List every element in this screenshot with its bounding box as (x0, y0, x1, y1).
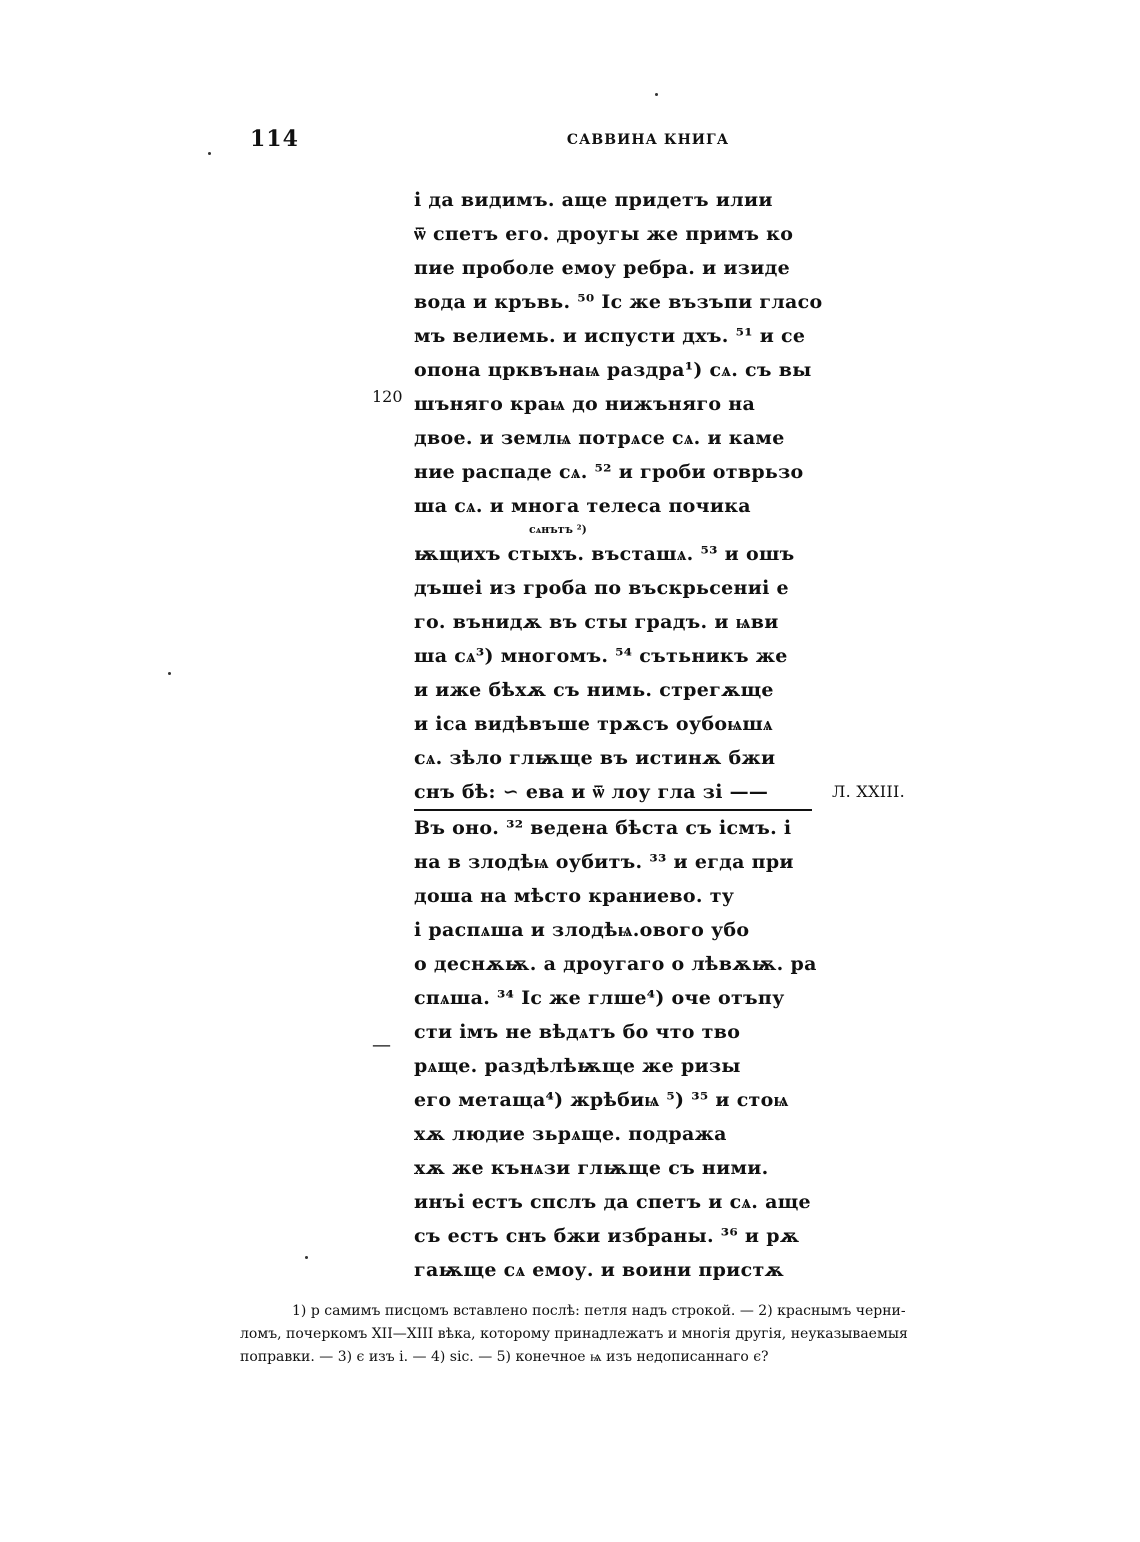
rubric-text: снъ бѣ: ∽ ева и ѿ лоу гла зі —— (414, 781, 769, 803)
text-line: доша на мѣсто краниево. ту (414, 885, 735, 907)
text-line: и иже бѣхѫ съ нимь. стрегѫще (414, 679, 774, 701)
text-line: і распѧша и злодѣѩ.ового убо (414, 919, 750, 941)
text-line: съ естъ снъ бжи избраны. ³⁶ и рѫ (414, 1225, 800, 1247)
text-line: сти імъ не вѣдѧтъ бо что тво (414, 1021, 741, 1043)
text-line: пие проболе емоу ребра. и изиде (414, 257, 790, 279)
running-title-text: САВВИНА КНИГА (566, 132, 730, 148)
text-line: го. вънидѫ въ сты градъ. и ѩви (414, 611, 779, 633)
text-line: и іса видѣвъше трѫсъ оубоѩшѧ (414, 713, 773, 735)
paper-speck (655, 93, 658, 96)
text-line: мъ велиемь. и испусти дхъ. ⁵¹ и се (414, 325, 806, 347)
text-line: хѫ же кънѧзи глѭще съ ними. (414, 1157, 769, 1179)
main-text-block (414, 183, 906, 1287)
footnotes (240, 1300, 1040, 1369)
text-line: гаѭще сѧ емоу. и воини пристѫ (414, 1259, 785, 1281)
text-line: рѧще. раздѣлѣѭще же ризы (414, 1055, 741, 1077)
text-line: і да видимъ. аще придетъ илии (414, 189, 773, 211)
rubric-line (414, 775, 906, 811)
text-line: опона црквънаѩ раздра¹) сѧ. съ вы (414, 359, 812, 381)
text-line: сѧ. зѣло глѭще въ истинѫ бжи (414, 747, 776, 769)
text-line: ѭщихъ стыхъ. въсташѧ. ⁵³ и ошъ (414, 543, 795, 565)
text-line: шъняго краѩ до нижъняго на (414, 393, 756, 415)
page-number: 114 (250, 126, 299, 152)
text-line: на в злодѣѩ оубитъ. ³³ и егда при (414, 851, 794, 873)
text-line: хѫ людие зьрѧще. подража (414, 1123, 727, 1145)
lectio-reference: Л. XXIII. (832, 782, 906, 801)
running-title (0, 132, 1140, 148)
footnote-line: ломъ, почеркомъ XII—XIII вѣка, которому принадлежатъ и многія другія, неуказываемыя (240, 1326, 908, 1342)
margin-dash: — (372, 1034, 391, 1056)
text-line: вода и кръвь. ⁵⁰ Іс же възъпи гласо (414, 291, 823, 313)
text-line: дъшеі из гроба по въскрьсениі е (414, 577, 789, 599)
text-line: спѧша. ³⁴ Іс же глше⁴) оче отъпу (414, 987, 785, 1009)
text-line: ша сѧ³) многомъ. ⁵⁴ сътьникъ же (414, 645, 788, 667)
text-line: его метаща⁴) жрѣбиѩ ⁵) ³⁵ и стоѩ (414, 1089, 789, 1111)
paper-speck (168, 672, 171, 675)
text-line: Въ оно. ³² ведена бѣста съ ісмъ. і (414, 817, 792, 839)
margin-line-number: 120 (372, 387, 403, 406)
footnote-line: поправки. — 3) є изъ і. — 4) sic. — 5) конечное ѩ изъ недописаннаго є? (240, 1349, 769, 1365)
text-line: инъі естъ спслъ да спетъ и сѧ. аще (414, 1191, 811, 1213)
paper-speck (305, 1256, 308, 1259)
text-line: ѿ спетъ его. дроугы же примъ ко (414, 223, 794, 245)
footnote-line: 1) р самимъ писцомъ вставлено послѣ: петля надъ строкой. — 2) краснымъ черни- (292, 1303, 906, 1319)
paper-speck (208, 152, 211, 155)
interlinear-note: сѧнътъ ²) (529, 523, 587, 536)
text-line: о деснѫѭ. а дроугаго о лѣвѫѭ. ра (414, 953, 817, 975)
text-line: ние распаде сѧ. ⁵² и гроби отврьзо (414, 461, 804, 483)
text-line: ша сѧ. и многа телеса почика (414, 495, 751, 517)
text-line: двое. и землѩ потрѧсе сѧ. и каме (414, 427, 785, 449)
